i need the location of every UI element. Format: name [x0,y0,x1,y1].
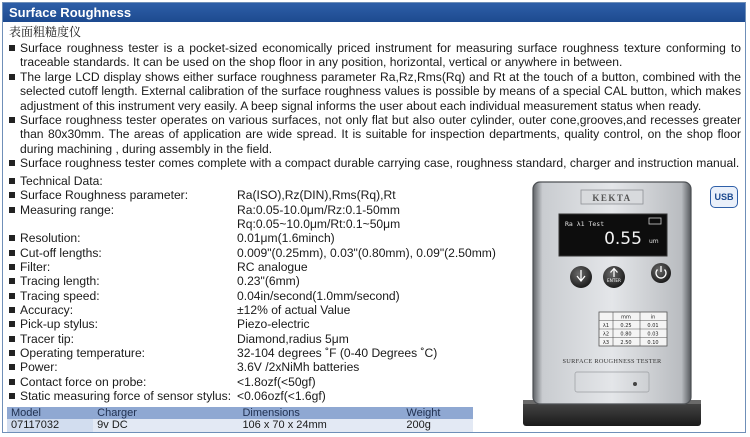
brand-label: KEKTA [592,193,632,203]
bullet-icon [9,303,17,317]
spec-row [9,231,479,245]
spec-row [9,389,479,403]
spec-row [9,203,479,217]
spec-row [9,174,479,188]
technical-data-list [9,174,496,404]
bullet-icon [9,246,17,260]
spec-row [9,317,479,331]
spec-value: 0.04in/second(1.0mm/second) [237,288,400,303]
bullet-icon [9,231,17,245]
spec-value: 0.01μm(1.6minch) [237,231,335,246]
product-panel [2,2,746,433]
spec-value: 0.23"(6mm) [237,274,300,289]
bullet-icon [9,174,17,188]
spec-label: Static measuring force of sensor stylus: [20,389,232,404]
spec-row [9,188,479,202]
spec-label: Accuracy: [20,303,74,318]
svg-text:2.50: 2.50 [620,340,632,346]
bullet-icon [9,289,17,303]
spec-value: ±12% of actual Value [237,303,351,318]
svg-text:0.80: 0.80 [620,331,632,338]
spec-row [9,274,479,288]
cell-dimensions: 106 x 70 x 24mm [238,419,402,432]
bullet-icon [9,188,17,202]
svg-text:λ3: λ3 [602,340,610,346]
device-footer-text: SURFACE ROUGHNESS TESTER [562,358,662,365]
spec-label: Technical Data: [20,174,103,188]
col-header-dimensions: Dimensions [238,407,402,419]
spec-value: Piezo-electric [237,317,310,332]
svg-text:0.25: 0.25 [620,323,632,329]
spec-value: Ra(ISO),Rz(DIN),Rms(Rq),Rt [237,188,396,203]
table-header-row [7,407,473,419]
svg-text:mm: mm [621,314,631,321]
product-image [515,176,709,430]
spec-row [9,260,479,274]
spec-row [9,332,479,346]
bullet-icon [9,332,17,346]
spec-label: Power: [20,360,58,375]
spec-value: <0.06ozf(<1.6gf) [237,389,326,404]
svg-text:0.10: 0.10 [647,340,659,346]
table-row [7,419,473,432]
bullet-icon [9,317,17,331]
svg-text:0.03: 0.03 [647,331,659,338]
spec-label: Contact force on probe: [20,374,147,389]
svg-text:λ1: λ1 [602,323,610,329]
spec-row [9,217,479,231]
intro-paragraph: Surface roughness tester comes complete with a compact durable carrying case, roughness standard, charger and instruction manual. [9,156,741,170]
col-header-model: Model [7,407,93,419]
col-header-weight: Weight [402,407,473,419]
spec-label: Surface Roughness parameter: [20,188,189,203]
usb-badge: USB [710,186,738,208]
col-header-charger: Charger [93,407,238,419]
spec-label: Operating temperature: [20,346,146,361]
svg-text:λ2: λ2 [602,331,610,338]
spec-value: 0.009"(0.25mm), 0.03"(0.80mm), 0.09"(2.50mm) [237,245,496,260]
spec-row [9,375,479,389]
spec-label: Tracing speed: [20,288,100,303]
spec-value: 32-104 degrees ˚F (0-40 Degrees ˚C) [237,346,438,361]
section-title: Surface Roughness [3,3,745,22]
bullet-icon [9,346,17,360]
bullet-icon [9,375,17,389]
enter-label: ENTER [607,278,621,283]
cell-charger: 9v DC [93,419,238,432]
spec-value: <1.8ozf(<50gf) [237,374,316,389]
screen-value: 0.55 [604,229,642,249]
spec-row [9,346,479,360]
spec-value: RC analogue [237,260,308,275]
intro-list [9,41,741,171]
cell-weight: 200g [402,419,473,432]
bullet-icon [9,389,17,403]
bullet-icon [9,203,17,217]
screen-params: Ra λ1 Test [565,220,605,228]
spec-label: Measuring range: [20,202,115,217]
spec-label: Resolution: [20,231,81,246]
spec-label: Tracer tip: [20,331,74,346]
screen-unit: um [649,238,659,245]
intro-paragraph: Surface roughness tester operates on various surfaces, not only flat but also outer cylinder, outer cone,grooves,and recesses greater than 80x30mm. The areas of application are wide spread. It is suitable for inspection departments, quality control, on the shop floor during machining , during assembly in the field. [9,113,741,156]
spec-label: Cut-off lengths: [20,245,102,260]
intro-paragraph: Surface roughness tester is a pocket-sized economically priced instrument for measuring surface roughness texture conforming to traceable standards. It can be used on the shop floor in any position, horizontal, vertical or anywhere in between. [9,41,741,70]
chinese-subtitle: 表面粗糙度仪 [9,25,82,39]
spec-value: 3.6V /2xNiMh batteries [237,360,360,375]
roughness-tester-illustration [515,176,709,430]
spec-label: Pick-up stylus: [20,317,98,332]
bullet-icon [9,260,17,274]
bullet-icon [9,274,17,288]
intro-paragraph: The large LCD display shows either surface roughness parameter Ra,Rz,Rms(Rq) and Rt at the touch of a button, combined with the selected cutoff length. External calibration of the surface roughness values is possible by means of a special CAL button, which makes adjustment of this instrument very easily. A beep signal informs the user about each individual measurement status when ready. [9,70,741,113]
spec-row [9,289,479,303]
spec-label: Filter: [20,260,51,275]
bullet-icon [9,360,17,374]
spec-row [9,245,496,260]
spec-label: Tracing length: [20,274,100,289]
spec-value: Rq:0.05~10.0μm/Rt:0.1~50μm [237,217,401,232]
model-table [7,407,473,432]
cell-model: 07117032 [7,419,93,432]
spec-value: Diamond,radius 5μm [237,331,349,346]
spec-value: Ra:0.05-10.0μm/Rz:0.1-50mm [237,202,400,217]
spec-row [9,303,479,317]
spec-row [9,360,479,374]
svg-text:0.01: 0.01 [647,323,659,329]
svg-text:in: in [650,314,656,321]
